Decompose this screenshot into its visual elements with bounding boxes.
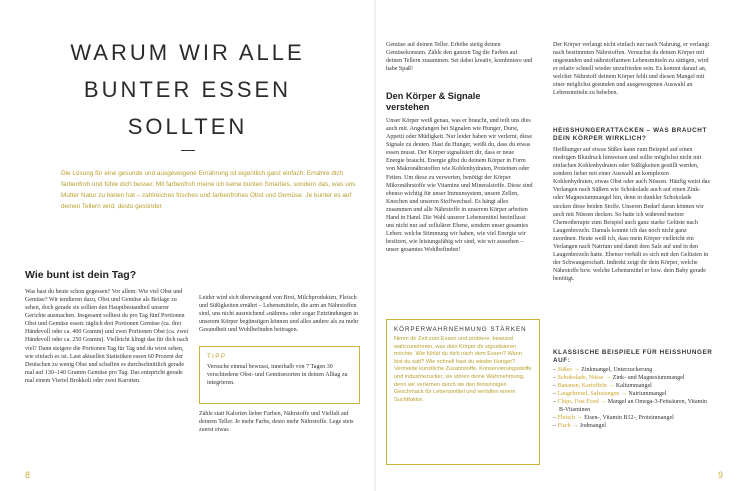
body-awareness-box <box>386 319 540 465</box>
list-item: – Laugebrezel, Salzstangen → Natriummangel <box>553 391 667 398</box>
page-number-right: 9 <box>718 470 724 480</box>
box-heading: KÖRPERWAHRNEHMUNG STÄRKEN <box>394 326 527 333</box>
list-item: – Bananen, Kartoffeln → Kaliummangel <box>553 383 652 390</box>
title-line-3: SOLLTEN <box>127 114 248 139</box>
list-item: – Fisch → Jodmangel <box>553 423 606 430</box>
column-2-after: Zähle statt Kalorien lieber Farben, Nährstoffe und Vielfalt auf deinem Teller. Je mehr Farbe, desto mehr Nährstoffe. Lege stets zuerst etwas <box>199 411 354 434</box>
box-text: Nimm dir Zeit zum Essen und probiere, bewusst wahrzunehmen, was dein Körper dir signalisieren möchte. Wie fühlst du dich nach dem Essen? Wann bist du satt? Wie schnell hast du wieder Hunger? Vermeide künstliche Zusatzstoffe, Konservierungsstoffe und industriezucker, sie stören deine Wahrnehmung, denn wir verlernen durch sie den feinsinnigen Geschmack für Lebensmittel und verfallen einem Suchtfaktor. <box>394 336 532 403</box>
title-rule <box>181 150 195 151</box>
cravings-heading: HEISSHUNGERATTACKEN – WAS BRAUCHT DEIN KÖRPER WIRKLICH? <box>553 127 707 142</box>
column-4-body: Heißhunger auf etwas Süßes kann zum Beispiel auf einen niedrigen Blutdruck hinweisen und sollte möglichst nicht mit einfachen Kohlenhydraten oder Süßigkeiten gestillt werden, sondern lieber mit einer Auswahl an komplexen Kohlenhydraten, etwas Obst oder auch Nüssen. Häufig weist das Verlangen nach Süßem wie Schokolade auch auf einen Zink- oder Magnesiummangel hin, denn in dunkler Schokolade stecken diese beiden Stoffe. Unseren Bedarf daran können wir auch mit Nüssen decken. So hatte ich während meiner Chemotherapie zum Beispiel auch ganz starke Gelüste nach Laugenbrezeln. Damals konnte ich das noch nicht ganz zuordnen. Heute weiß ich, dass mein Körper vielleicht ein Verlangen nach Natrium und damit dem Salz auf und in den Laugenbrezeln hatte. Ebenso verhält es sich mit den Gelüsten in der Schwangerschaft. Indirekt zeigt dir dein Körper, welche Nährstoffe bzw. welche Lebensmittel er bzw. dein Baby gerade benötigt. <box>553 147 710 283</box>
section-heading-koerper: Den Körper & Signale verstehen <box>386 91 481 112</box>
list-item: – Chips, Fast Food → Mangel an Omega-3-Fettsäuren, Vitamin B-Vitaminen <box>553 399 708 414</box>
lead-paragraph: Die Lösung für eine gesunde und ausgewogene Ernährung ist eigentlich ganz einfach: Ernähre dich farbenfroh und fühle dich besser. Mit farbenfroh meine ich keine bunten Smarties, sondern das, was uns Mutter Natur zu bieten hat – zahlreiches frisches und farbenfrohes Obst und Gemüse. Je bunter es auf deinen Tellern wird, desto gesünder. <box>61 170 356 210</box>
list-item: – Schokolade, Nüsse → Zink- und Magnesiummangel <box>553 375 685 382</box>
examples-list <box>553 366 713 430</box>
column-3-intro: Gemüse auf deinen Teller. Erhöhe stetig deinen Gemüsekonsum. Zähle den ganzen Tag die Farben auf deinen Tellern zusammen. Sei dabei kreativ, kombiniere und habe Spaß! <box>386 42 533 73</box>
page-number-left: 8 <box>25 470 31 480</box>
column-2-text: Leider wird sich überwiegend von Brot, Milchprodukten, Fleisch und Süßigkeiten ernährt – Lebensmitteln, die arm an Nährstoffen sind, uns nicht ausreichend »nähren« oder sogar Entzündungen in unserem Körper begünstigen können und alles andere als zu mehr Gesundheit und Wohlbefinden beitragen. <box>199 295 359 334</box>
list-item: – Fleisch → Eisen-, Vitamin B12-, Proteinmangel <box>553 415 674 422</box>
page-title <box>60 34 315 145</box>
page-gutter <box>374 0 376 491</box>
tip-box <box>199 346 360 404</box>
tip-text: Versuche einmal bewusst, innerhalb von 7 Tagen 30 verschiedene Obst- und Gemüsesorten in deinen Alltag zu integrieren. <box>207 364 348 387</box>
tip-label: TIPP <box>207 353 227 360</box>
column-1-text: Was hast du heute schon gegessen? Vor allem: Wie viel Obst und Gemüse? Wir tendieren dazu, Obst und Gemüse als Beilage zu sehen, doch gerade sie sollten den Hauptbestandteil unserer Gerichte ausmachen. Insgesamt solltest du pro Tag fünf Portionen Obst und Gemüse essen: täglich drei Portionen Gemüse (ca. drei Händevoll oder ca. 400 Gramm) und zwei Portionen Obst (ca. zwei Händevoll oder ca. 250 Gramm). Vielleicht klingt das für dich nach viel? Dann steigere die Portionen Tag für Tag und du wirst sehen, wie einfach es ist. Laut aktuellen Statistiken essen 60 Prozent der Deutschen zu wenig Obst und schaffen es durchschnittlich gerade mal auf 130–140 Gramm Gemüse pro Tag. Das entspricht gerade mal einem Viertel Brokkoli oder zwei Karotten. <box>25 289 189 384</box>
column-3-body: Unser Körper weiß genau, was er braucht, und teilt uns dies auch mit. Angefangen bei Signalen wie Hunger, Durst, Appetit oder Müdigkeit. Nur leider haben wir verlernt, diese Signale zu deuten. Hast du Hunger, weißt du, dass du etwas essen musst. Der Körper signalisiert dir, dass er neue Energie braucht. Energie gibst du deinem Körper in Form von Makronährstoffen wie Kohlenhydraten, Proteinen oder Fetten. Um diese zu verwerten, benötigt der Körper Mikronährstoffe wie Vitamine und Mineralstoffe. Diese sind ebenso wichtig für unser Immunsystem, unsere Zellen, Knochen und unseren Stoffwechsel. Es hängt alles zusammen und alle Nährstoffe in unserem Körper arbeiten Hand in Hand. Die Wahl unserer Lebensmittel beeinflusst uns nicht nur auf zellulärer Ebene, sondern unser gesamtes Leben: welche Stimmung wir haben, wie viel Energie wir besitzen, wie leistungsfähig wir sind, wie wir aussehen – unser gesamtes Wohlbefinden! <box>386 118 533 254</box>
column-4-intro: Der Körper verlangt nicht einfach nur nach Nahrung, er verlangt nach bestimmten Nährstoffen. Versuchst du deinen Körper mit ungesunden und nährstoffarmen Lebensmitteln zu sättigen, wird er relativ schnell wieder unzufrieden sein. Es kommt darauf an, welcher Nährstoff deinem Körper fehlt und diesen Mangel mit einer möglichst gesunden und ausgewogenen Auswahl an Lebensmitteln zu beheben. <box>553 42 710 97</box>
title-line-2: BUNTER ESSEN <box>83 77 292 102</box>
examples-heading: KLASSISCHE BEISPIELE FÜR HEISSHUNGER AUF: <box>553 349 713 364</box>
title-line-1: WARUM WIR ALLE <box>70 40 305 65</box>
list-item: – Süßes → Zinkmangel, Unterzuckerung <box>553 367 653 373</box>
section-heading-bunt: Wie bunt ist dein Tag? <box>25 269 137 281</box>
